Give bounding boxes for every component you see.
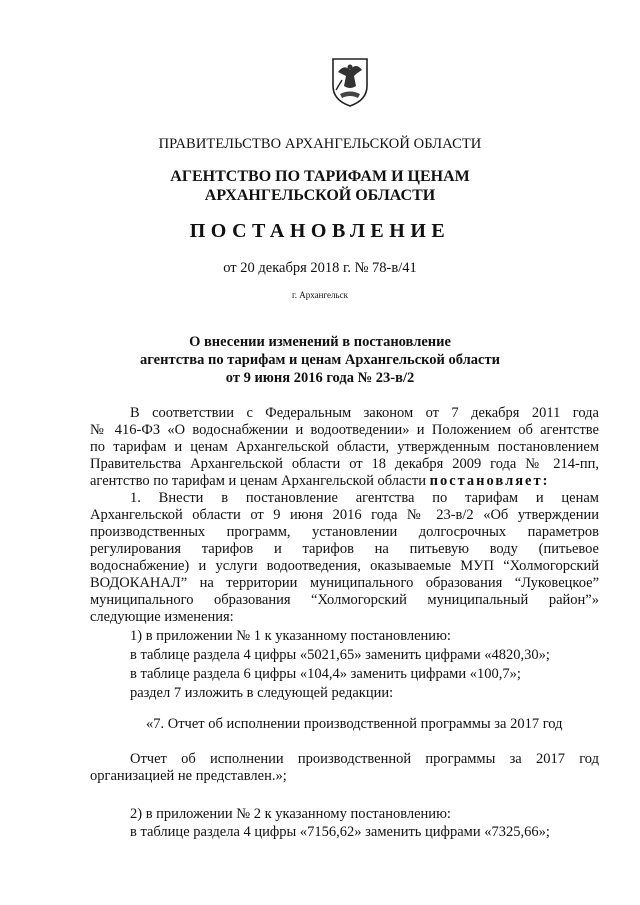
paragraph-line: регулирования тарифов и тарифов на питьевую воду (питьевое xyxy=(90,541,599,557)
paragraph-line: В соответствии с Федеральным законом от 7 декабря 2011 года xyxy=(130,405,599,421)
list-item: в таблице раздела 4 цифры «7156,62» заменить цифрами «7325,66»; xyxy=(130,824,550,840)
city-name: г. Архангельск xyxy=(292,290,348,300)
agency-heading xyxy=(0,167,640,205)
subject-line: от 9 июня 2016 года № 23-в/2 xyxy=(225,370,415,386)
list-item: в таблице раздела 6 цифры «104,4» заменить цифрами «100,7»; xyxy=(130,666,521,682)
paragraph-line: Правительства Архангельской области от 18 декабря 2009 года № 214-пп, xyxy=(90,456,599,472)
paragraph-line: водоснабжение) и услуги водоотведения, оказываемые МУП “Холмогорский xyxy=(90,558,599,574)
list-item: раздел 7 изложить в следующей редакции: xyxy=(130,685,394,701)
paragraph-line: следующие изменения: xyxy=(90,609,234,625)
paragraph-line: по тарифам и ценам Архангельской области, утвержденным постановлением xyxy=(90,439,599,455)
document-type-title: ПОСТАНОВЛЕНИЕ xyxy=(189,220,451,242)
coat-of-arms-emblem xyxy=(330,56,370,108)
government-heading: ПРАВИТЕЛЬСТВО АРХАНГЕЛЬСКОЙ ОБЛАСТИ xyxy=(158,136,482,152)
resolves-word: постановляет: xyxy=(429,473,550,489)
paragraph-line: муниципального образования “Холмогорский муниципальный район”» xyxy=(90,592,599,608)
paragraph-line: производственных программ, установлении долгосрочных параметров xyxy=(90,524,599,540)
paragraph-line: 1. Внести в постановление агентства по тарифам и ценам xyxy=(130,490,599,506)
paragraph-line: организацией не представлен.»; xyxy=(90,768,287,784)
agency-heading-line: АГЕНТСТВО ПО ТАРИФАМ И ЦЕНАМ xyxy=(170,168,470,185)
paragraph-line: ВОДОКАНАЛ” на территории муниципального образования “Луковецкое” xyxy=(90,575,599,591)
agency-heading-line: АРХАНГЕЛЬСКОЙ ОБЛАСТИ xyxy=(204,187,436,204)
subject-line: агентства по тарифам и ценам Архангельской области xyxy=(140,352,500,368)
list-item: в таблице раздела 4 цифры «5021,65» заменить цифрами «4820,30»; xyxy=(130,647,550,663)
list-item: 2) в приложении № 2 к указанному постановлению: xyxy=(130,806,451,822)
date-and-number: от 20 декабря 2018 г. № 78-в/41 xyxy=(223,260,417,276)
paragraph-text: агентство по тарифам и ценам Архангельской области xyxy=(90,473,426,489)
section-heading: «7. Отчет об исполнении производственной программы за 2017 год xyxy=(146,716,563,732)
document-subject xyxy=(0,333,640,387)
subject-line: О внесении изменений в постановление xyxy=(189,334,451,350)
paragraph-line xyxy=(90,473,549,490)
paragraph-line: Отчет об исполнении производственной программы за 2017 год xyxy=(130,751,599,767)
list-item: 1) в приложении № 1 к указанному постановлению: xyxy=(130,628,451,644)
paragraph-line: № 416-ФЗ «О водоснабжении и водоотведении» и Положением об агентстве xyxy=(90,422,599,438)
paragraph-line: Архангельской области от 9 июня 2016 года № 23-в/2 «Об утверждении xyxy=(90,507,599,523)
